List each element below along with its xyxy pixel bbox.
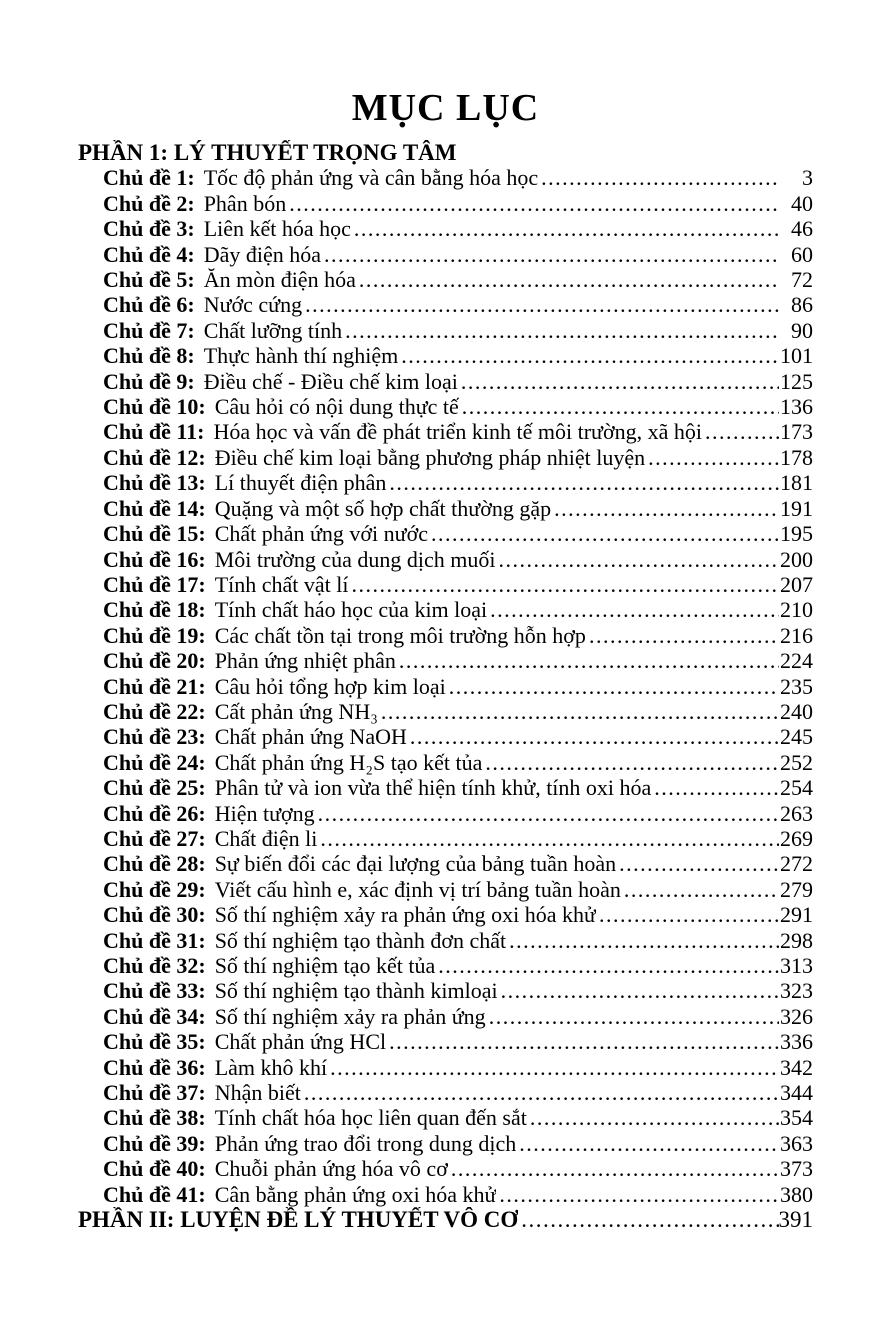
toc-entries <box>78 165 813 1207</box>
dot-leader <box>451 1156 779 1181</box>
toc-entry-page-number: 46 <box>791 216 813 242</box>
toc-entry <box>78 648 813 673</box>
toc-entry-title: Chuỗi phản ứng hóa vô cơ <box>214 1156 448 1182</box>
toc-entry-label: Chủ đề 16: <box>103 546 206 572</box>
dot-leader <box>519 1131 779 1156</box>
toc-entry-page-number: 298 <box>780 927 813 953</box>
toc-entry-label: Chủ đề 40: <box>103 1156 206 1182</box>
toc-entry <box>78 826 813 851</box>
dot-leader <box>541 165 779 190</box>
toc-entry <box>78 801 813 826</box>
dot-leader <box>619 851 779 876</box>
dot-leader <box>431 521 779 546</box>
toc-entry-page-number: 90 <box>791 317 813 343</box>
toc-entry-page-number: 200 <box>780 546 813 572</box>
toc-entry-label: Chủ đề 32: <box>103 953 206 978</box>
toc-entry-title: Quặng và một số hợp chất thường gặp <box>214 495 552 521</box>
toc-entry-label: Chủ đề 13: <box>103 470 206 496</box>
toc-entry-page-number: 86 <box>791 292 813 318</box>
toc-entry <box>78 775 813 800</box>
toc-entry-label: Chủ đề 8: <box>103 343 195 369</box>
part2-heading <box>78 1207 813 1232</box>
dot-leader <box>289 191 779 216</box>
dot-leader <box>410 724 779 749</box>
toc-entry <box>78 191 813 216</box>
toc-entry <box>78 1182 813 1207</box>
toc-entry-title: Hóa học và vấn đề phát triển kinh tế môi trường, xã hội <box>213 419 702 445</box>
toc-entry-page-number: 181 <box>780 470 813 496</box>
toc-entry <box>78 877 813 902</box>
toc-entry-title: Số thí nghiệm tạo thành kimloại <box>214 978 498 1004</box>
toc-entry-title: Dãy điện hóa <box>203 241 321 267</box>
toc-entry-page-number: 313 <box>780 953 813 978</box>
toc-entry <box>78 419 813 444</box>
toc-entry-label: Chủ đề 23: <box>103 724 206 750</box>
dot-leader <box>489 1004 779 1029</box>
toc-entry <box>78 470 813 495</box>
toc-entry-title: Điều chế - Điều chế kim loại <box>203 368 458 394</box>
toc-entry-title: Chất điện li <box>214 825 318 851</box>
toc-entry-page-number: 191 <box>780 495 813 521</box>
toc-entry-title: Câu hỏi có nội dung thực tế <box>214 394 459 420</box>
dot-leader <box>499 547 780 572</box>
dot-leader <box>381 699 779 724</box>
toc-entry-page-number: 252 <box>780 749 813 775</box>
toc-entry-page-number: 125 <box>780 368 813 394</box>
toc-entry <box>78 521 813 546</box>
toc-entry <box>78 496 813 521</box>
toc-entry-page-number: 240 <box>780 698 813 724</box>
dot-leader <box>589 623 779 648</box>
toc-entry-title: Lí thuyết điện phân <box>214 470 387 496</box>
page-title: MỤC LỤC <box>351 87 540 129</box>
toc-entry-label: Chủ đề 4: <box>103 241 195 267</box>
toc-entry-page-number: 60 <box>791 241 813 267</box>
toc-entry-page-number: 235 <box>780 673 813 699</box>
toc-entry <box>78 928 813 953</box>
dot-leader <box>624 877 779 902</box>
dot-leader <box>320 826 779 851</box>
toc-entry-page-number: 224 <box>780 648 813 674</box>
part1-label: PHẦN 1: LÝ THUYẾT TRỌNG TÂM <box>78 140 457 165</box>
toc-entry-label: Chủ đề 22: <box>103 698 206 724</box>
toc-entry-label: Chủ đề 33: <box>103 978 206 1004</box>
toc-entry-page-number: 354 <box>780 1105 813 1131</box>
toc-entry <box>78 978 813 1003</box>
toc-entry-label: Chủ đề 7: <box>103 317 195 343</box>
toc-entry-title: Chất phản ứng H₂S tạo kết tủa <box>214 749 483 775</box>
part1-heading <box>78 140 813 165</box>
toc-entry-title: Chất phản ứng với nước <box>214 521 428 547</box>
toc-entry <box>78 343 813 368</box>
toc-entry-title: Nhận biết <box>214 1080 301 1106</box>
toc-entry-page-number: 254 <box>780 775 813 801</box>
toc-entry-page-number: 101 <box>780 343 813 369</box>
toc-entry-title: Tính chất vật lí <box>214 571 349 597</box>
dot-leader <box>462 394 779 419</box>
toc-entry-page-number: 342 <box>780 1054 813 1080</box>
dot-leader <box>705 419 779 444</box>
toc-entry-label: Chủ đề 41: <box>103 1181 206 1207</box>
toc-entry <box>78 1055 813 1080</box>
toc-entry-page-number: 373 <box>780 1156 813 1182</box>
toc-entry-title: Số thí nghiệm tạo kết tủa <box>214 953 436 978</box>
toc-entry-title: Câu hỏi tổng hợp kim loại <box>214 673 446 699</box>
dot-leader <box>509 928 779 953</box>
dot-leader <box>501 978 779 1003</box>
toc-entry-title: Viết cấu hình e, xác định vị trí bảng tuần hoàn <box>214 876 621 902</box>
toc-entry <box>78 699 813 724</box>
toc-entry-label: Chủ đề 37: <box>103 1080 206 1106</box>
toc-entry-title: Hiện tượng <box>214 800 315 826</box>
toc-entry-label: Chủ đề 31: <box>103 927 206 953</box>
toc-entry-title: Phân bón <box>203 190 287 216</box>
toc-entry-page-number: 216 <box>780 622 813 648</box>
toc-entry <box>78 267 813 292</box>
toc-entry-title: Nước cứng <box>203 292 303 318</box>
toc-entry-label: Chủ đề 15: <box>103 521 206 547</box>
toc-entry-page-number: 173 <box>780 419 813 445</box>
toc-entry-label: Chủ đề 26: <box>103 800 206 826</box>
dot-leader <box>305 292 779 317</box>
toc-entry <box>78 547 813 572</box>
dot-leader <box>521 1207 778 1232</box>
toc-entry-page-number: 279 <box>780 876 813 902</box>
toc-entry-label: Chủ đề 25: <box>103 775 206 801</box>
toc-entry-title: Chất lưỡng tính <box>203 317 343 343</box>
toc-entry-page-number: 178 <box>780 444 813 470</box>
toc-entry-page-number: 326 <box>780 1003 813 1029</box>
toc-entry-page-number: 207 <box>780 571 813 597</box>
toc-entry-page-number: 3 <box>802 165 813 191</box>
toc-entry-label: Chủ đề 20: <box>103 648 206 674</box>
toc-entry-page-number: 210 <box>780 597 813 623</box>
toc-entry <box>78 953 813 978</box>
toc-entry-label: Chủ đề 30: <box>103 902 206 928</box>
toc-entry-title: Tính chất háo học của kim loại <box>214 597 488 623</box>
toc-entry-title: Cân bằng phản ứng oxi hóa khử <box>214 1181 497 1207</box>
toc-entry-label: Chủ đề 1: <box>103 165 195 191</box>
toc-entry-title: Tính chất hóa học liên quan đến sắt <box>214 1105 527 1131</box>
toc-entry <box>78 1029 813 1054</box>
toc-entry-label: Chủ đề 12: <box>103 444 206 470</box>
dot-leader <box>330 1055 779 1080</box>
toc-entry <box>78 750 813 775</box>
toc-entry <box>78 1131 813 1156</box>
toc-entry-page-number: 72 <box>791 267 813 293</box>
toc-entry <box>78 165 813 190</box>
dot-leader <box>345 318 779 343</box>
toc-entry <box>78 851 813 876</box>
part2-page-number: 391 <box>778 1207 813 1233</box>
dot-leader <box>485 750 779 775</box>
toc-entry-title: Ăn mòn điện hóa <box>203 267 356 293</box>
toc-entry-page-number: 136 <box>780 394 813 420</box>
part2-label: PHẦN II: LUYỆN ĐỀ LÝ THUYẾT VÔ CƠ <box>78 1207 519 1233</box>
toc-entry-title: Phản ứng trao đổi trong dung dịch <box>214 1130 517 1156</box>
toc-entry-label: Chủ đề 9: <box>103 368 195 394</box>
dot-leader <box>599 902 779 927</box>
toc-entry-page-number: 272 <box>780 851 813 877</box>
toc-entry <box>78 445 813 470</box>
dot-leader <box>389 1029 779 1054</box>
toc-entry <box>78 902 813 927</box>
dot-leader <box>351 572 779 597</box>
toc-entry <box>78 242 813 267</box>
toc-entry-page-number: 291 <box>780 902 813 928</box>
toc-entry <box>78 1105 813 1130</box>
toc-entry-label: Chủ đề 29: <box>103 876 206 902</box>
toc-entry-title: Chất phản ứng NaOH <box>214 724 407 750</box>
toc-entry-label: Chủ đề 21: <box>103 673 206 699</box>
toc-entry-page-number: 245 <box>780 724 813 750</box>
toc-entry-label: Chủ đề 24: <box>103 749 206 775</box>
dot-leader <box>438 953 779 978</box>
toc-entry-label: Chủ đề 5: <box>103 267 195 293</box>
dot-leader <box>324 242 779 267</box>
toc-entry-label: Chủ đề 11: <box>103 419 205 445</box>
toc-entry-label: Chủ đề 36: <box>103 1054 206 1080</box>
toc-entry-page-number: 380 <box>780 1181 813 1207</box>
dot-leader <box>654 775 779 800</box>
toc-entry-label: Chủ đề 6: <box>103 292 195 318</box>
toc-entry-label: Chủ đề 2: <box>103 190 195 216</box>
toc-entry <box>78 394 813 419</box>
dot-leader <box>499 1182 779 1207</box>
toc-entry <box>78 318 813 343</box>
toc-entry-title: Làm khô khí <box>214 1054 328 1080</box>
toc-entry <box>78 216 813 241</box>
toc-entry-title: Tốc độ phản ứng và cân bằng hóa học <box>203 165 539 191</box>
toc-entry-label: Chủ đề 38: <box>103 1105 206 1131</box>
toc-entry-title: Chất phản ứng HCl <box>214 1029 387 1055</box>
toc-entry-page-number: 195 <box>780 521 813 547</box>
toc-entry-title: Liên kết hóa học <box>203 216 351 242</box>
toc-entry-title: Sự biến đổi các đại lượng của bảng tuần hoàn <box>214 851 617 877</box>
dot-leader <box>648 445 779 470</box>
dot-leader <box>490 597 779 622</box>
toc-entry-page-number: 344 <box>780 1080 813 1106</box>
dot-leader <box>554 496 779 521</box>
toc-entry-label: Chủ đề 14: <box>103 495 206 521</box>
dot-leader <box>530 1105 779 1130</box>
dot-leader <box>401 343 779 368</box>
toc-entry-label: Chủ đề 19: <box>103 622 206 648</box>
toc-entry-label: Chủ đề 3: <box>103 216 195 242</box>
toc-entry <box>78 724 813 749</box>
toc-entry-label: Chủ đề 34: <box>103 1003 206 1029</box>
dot-leader <box>399 648 779 673</box>
dot-leader <box>318 801 779 826</box>
dot-leader <box>304 1080 779 1105</box>
toc-entry-label: Chủ đề 27: <box>103 825 206 851</box>
toc-entry-label: Chủ đề 35: <box>103 1029 206 1055</box>
toc-entry <box>78 597 813 622</box>
toc-entry-page-number: 40 <box>791 190 813 216</box>
toc-entry-label: Chủ đề 28: <box>103 851 206 877</box>
toc-entry-label: Chủ đề 17: <box>103 571 206 597</box>
toc-entry-label: Chủ đề 39: <box>103 1130 206 1156</box>
toc-entry-title: Điều chế kim loại bằng phương pháp nhiệt luyện <box>214 444 646 470</box>
dot-leader <box>461 369 779 394</box>
toc-entry <box>78 1080 813 1105</box>
toc-entry-title: Số thí nghiệm xảy ra phản ứng <box>214 1003 486 1029</box>
toc-entry-page-number: 336 <box>780 1029 813 1055</box>
toc-entry <box>78 623 813 648</box>
toc-entry <box>78 369 813 394</box>
toc-entry-title: Môi trường của dung dịch muối <box>214 546 496 572</box>
toc-entry-title: Thực hành thí nghiệm <box>203 343 399 369</box>
toc-entry-title: Cất phản ứng NH₃ <box>214 698 378 724</box>
toc-entry-title: Số thí nghiệm xảy ra phản ứng oxi hóa khử <box>214 902 596 928</box>
dot-leader <box>359 267 779 292</box>
toc-entry-page-number: 263 <box>780 800 813 826</box>
toc-entry-title: Phân tử và ion vừa thể hiện tính khử, tính oxi hóa <box>214 775 652 801</box>
toc-entry-page-number: 269 <box>780 825 813 851</box>
toc-entry-title: Phản ứng nhiệt phân <box>214 648 396 674</box>
toc-entry <box>78 1004 813 1029</box>
toc-entry <box>78 292 813 317</box>
toc-entry-title: Các chất tồn tại trong môi trường hỗn hợp <box>214 622 586 648</box>
toc-entry-page-number: 363 <box>780 1130 813 1156</box>
toc-entry-title: Số thí nghiệm tạo thành đơn chất <box>214 927 507 953</box>
dot-leader <box>389 470 779 495</box>
toc-entry <box>78 1156 813 1181</box>
toc-entry-label: Chủ đề 18: <box>103 597 206 623</box>
dot-leader <box>449 674 779 699</box>
toc-entry <box>78 572 813 597</box>
dot-leader <box>354 216 779 241</box>
toc-entry <box>78 674 813 699</box>
toc-entry-page-number: 323 <box>780 978 813 1004</box>
toc-entry-label: Chủ đề 10: <box>103 394 206 420</box>
